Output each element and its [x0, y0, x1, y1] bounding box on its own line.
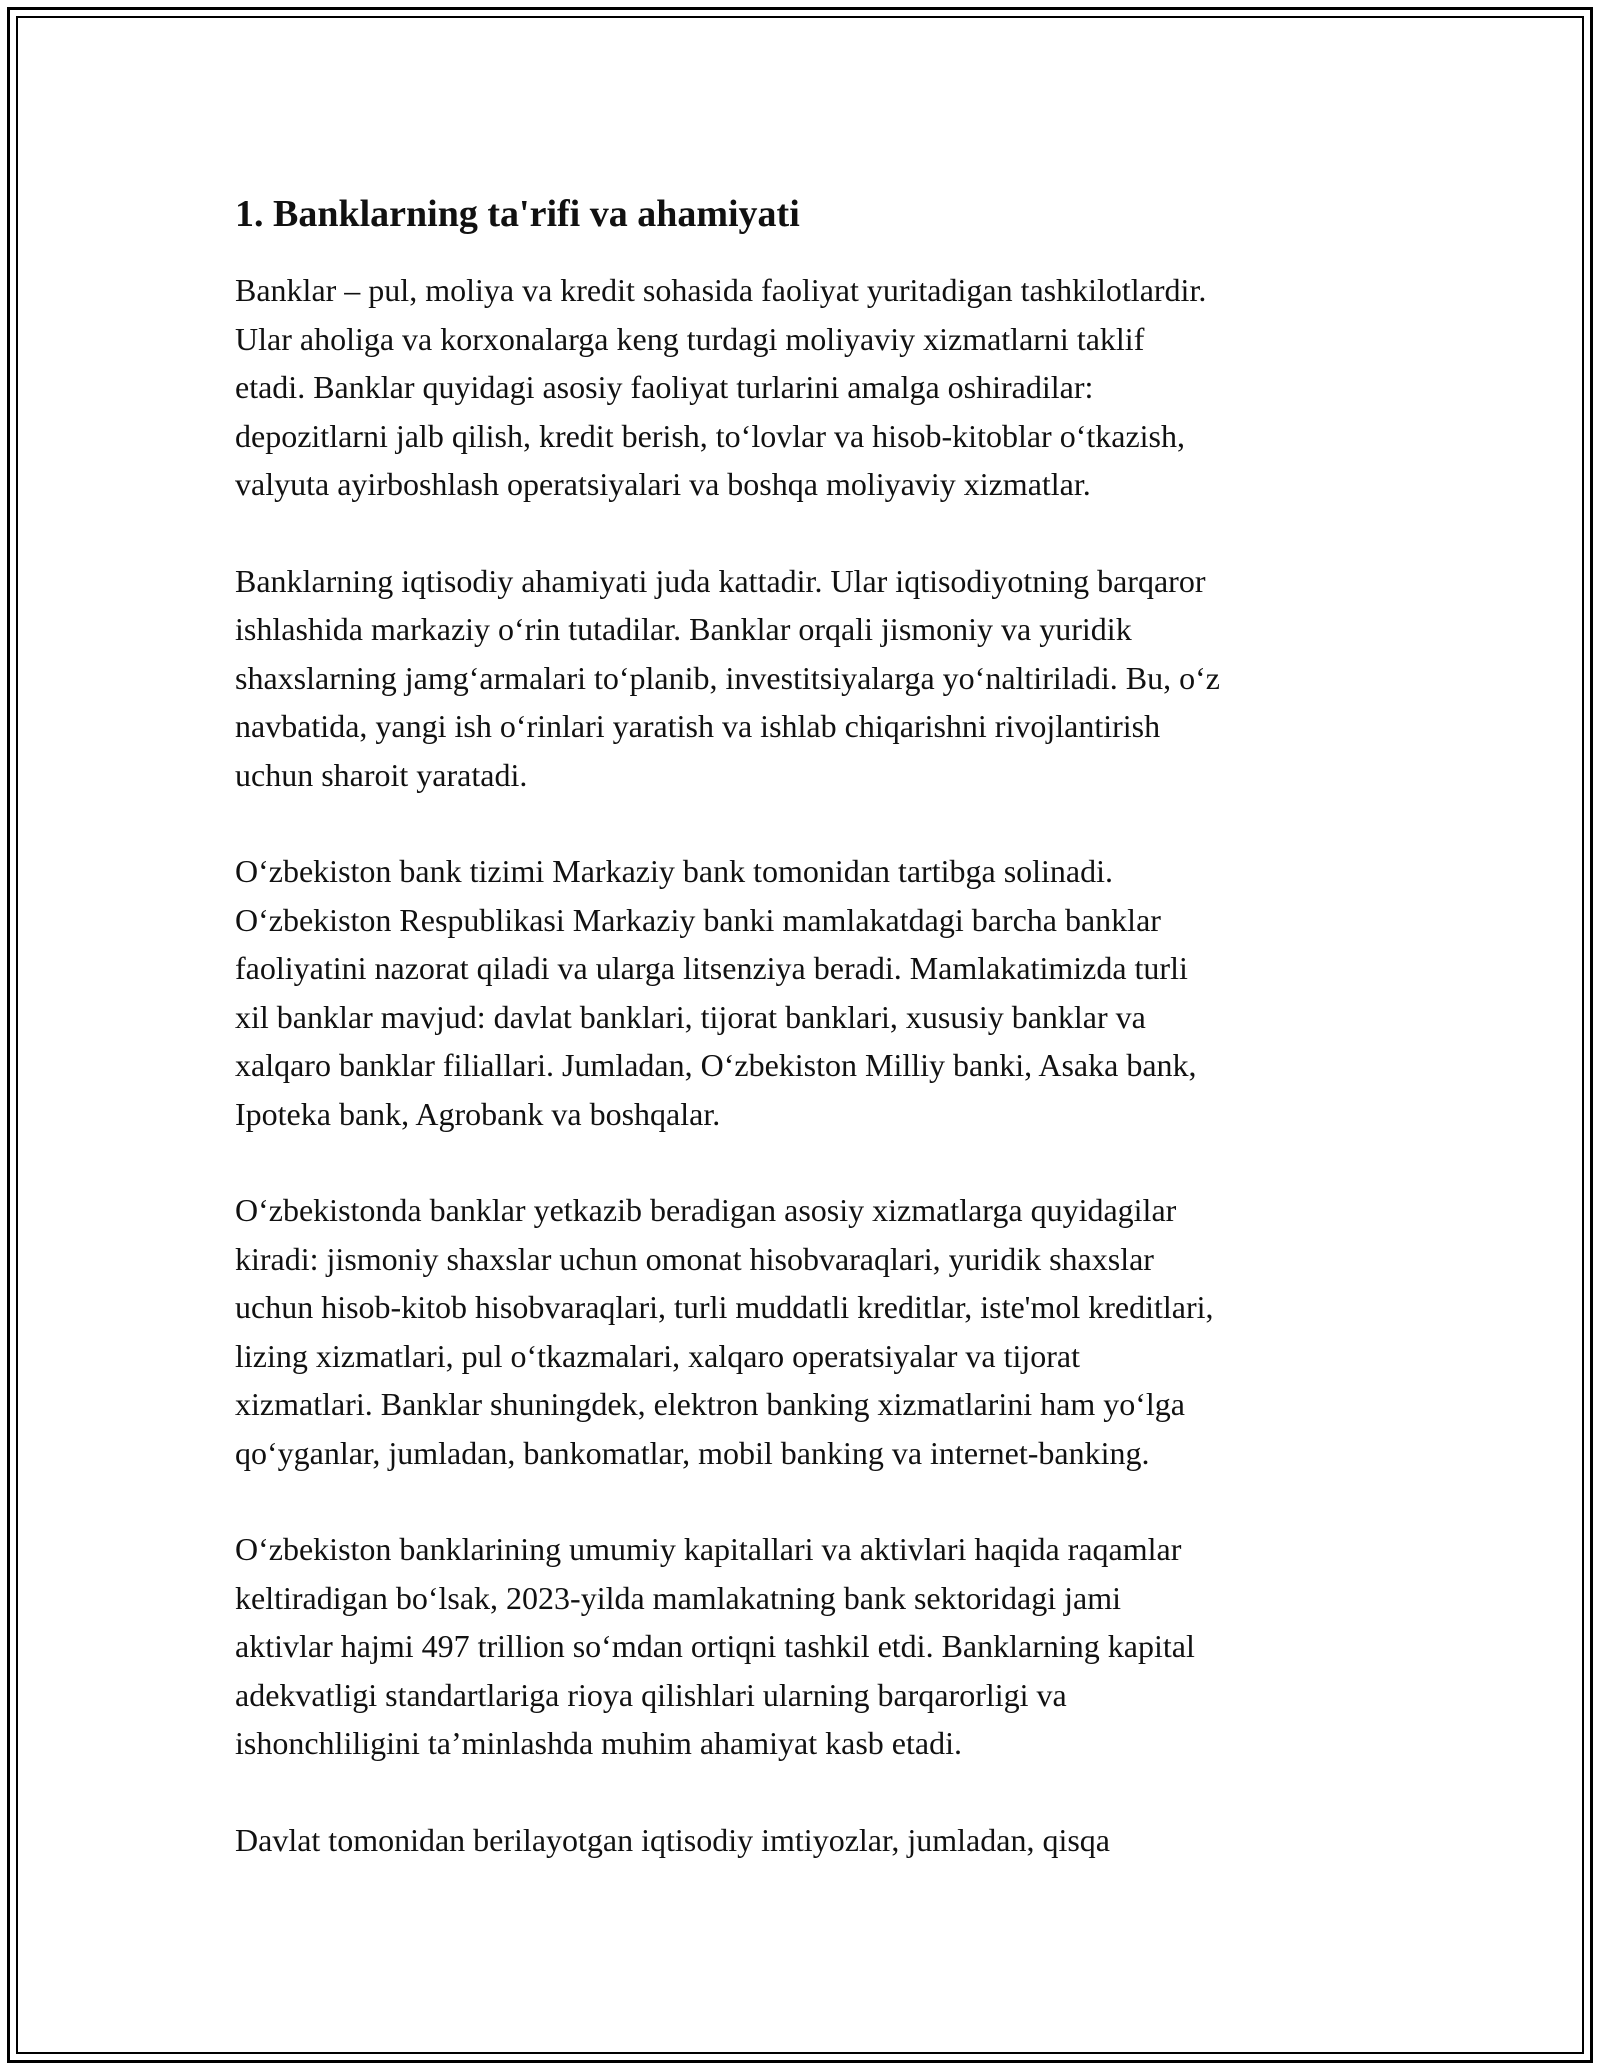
paragraph-line: ishonchliligini ta’minlashda muhim ahamiyat kasb etadi. — [235, 1725, 962, 1761]
paragraph — [235, 847, 1375, 1138]
paragraph-line: etadi. Banklar quyidagi asosiy faoliyat turlarini amalga oshiradilar: — [235, 369, 1094, 405]
paragraph — [235, 1186, 1375, 1477]
paragraph-line: Davlat tomonidan berilayotgan iqtisodiy imtiyozlar, jumladan, qisqa — [235, 1821, 1110, 1858]
paragraph-line: Ular aholiga va korxonalarga keng turdagi moliyaviy xizmatlarni taklif — [235, 320, 1145, 357]
paragraph-line: shaxslarning jamg‘armalari to‘planib, investitsiyalarga yo‘naltiriladi. Bu, o‘z — [235, 659, 1220, 696]
paragraph-line: O‘zbekistonda banklar yetkazib beradigan asosiy xizmatlarga quyidagilar — [235, 1192, 1177, 1228]
paragraph-line: xizmatlari. Banklar shuningdek, elektron banking xizmatlarini ham yo‘lga — [235, 1386, 1185, 1422]
section-heading: 1. Banklarning ta'rifi va ahamiyati — [235, 193, 800, 235]
paragraph-line: valyuta ayirboshlash operatsiyalari va boshqa moliyaviy xizmatlar. — [235, 466, 1091, 502]
paragraph-line: Banklarning iqtisodiy ahamiyati juda kattadir. Ular iqtisodiyotning barqaror — [235, 562, 1206, 599]
paragraph-line: keltiradigan bo‘lsak, 2023-yilda mamlakatning bank sektoridagi jami — [235, 1579, 1121, 1616]
paragraph-line: adekvatligi standartlariga rioya qilishlari ularning barqarorligi va — [235, 1676, 1067, 1713]
paragraph-line: faoliyatini nazorat qiladi va ularga litsenziya beradi. Mamlakatimizda turli — [235, 950, 1188, 986]
paragraph-line: kiradi: jismoniy shaxslar uchun omonat hisobvaraqlari, yuridik shaxslar — [235, 1240, 1154, 1277]
paragraph-list — [235, 266, 1375, 1864]
paragraph-line: O‘zbekiston Respublikasi Markaziy banki mamlakatdagi barcha banklar — [235, 901, 1161, 938]
paragraph-line: qo‘yganlar, jumladan, bankomatlar, mobil banking va internet-banking. — [235, 1434, 1150, 1471]
paragraph-line: uchun hisob-kitob hisobvaraqlari, turli muddatli kreditlar, iste'mol kreditlari, — [235, 1289, 1214, 1325]
paragraph — [235, 557, 1375, 800]
paragraph-line: Banklar – pul, moliya va kredit sohasida faoliyat yuritadigan tashkilotlardir. — [235, 272, 1207, 308]
paragraph — [235, 266, 1375, 509]
paragraph-line: O‘zbekiston bank tizimi Markaziy bank tomonidan tartibga solinadi. — [235, 853, 1114, 889]
paragraph-line: depozitlarni jalb qilish, kredit berish, to‘lovlar va hisob-kitoblar o‘tkazish, — [235, 417, 1185, 454]
paragraph-line: ishlashida markaziy o‘rin tutadilar. Banklar orqali jismoniy va yuridik — [235, 611, 1132, 647]
paragraph-line: Ipoteka bank, Agrobank va boshqalar. — [235, 1095, 721, 1132]
paragraph-line: O‘zbekiston banklarining umumiy kapitallari va aktivlari haqida raqamlar — [235, 1531, 1182, 1567]
paragraph-line: lizing xizmatlari, pul o‘tkazmalari, xalqaro operatsiyalar va tijorat — [235, 1337, 1080, 1374]
paragraph-line: aktivlar hajmi 497 trillion so‘mdan ortiqni tashkil etdi. Banklarning kapital — [235, 1628, 1195, 1664]
paragraph — [235, 1816, 1375, 1865]
paragraph — [235, 1525, 1375, 1768]
paragraph-line: navbatida, yangi ish o‘rinlari yaratish va ishlab chiqarishni rivojlantirish — [235, 708, 1161, 744]
document-body — [235, 188, 1375, 1912]
paragraph-line: xil banklar mavjud: davlat banklari, tijorat banklari, xususiy banklar va — [235, 998, 1146, 1035]
paragraph-line: xalqaro banklar filiallari. Jumladan, O‘zbekiston Milliy banki, Asaka bank, — [235, 1047, 1197, 1083]
paragraph-line: uchun sharoit yaratadi. — [235, 756, 528, 793]
